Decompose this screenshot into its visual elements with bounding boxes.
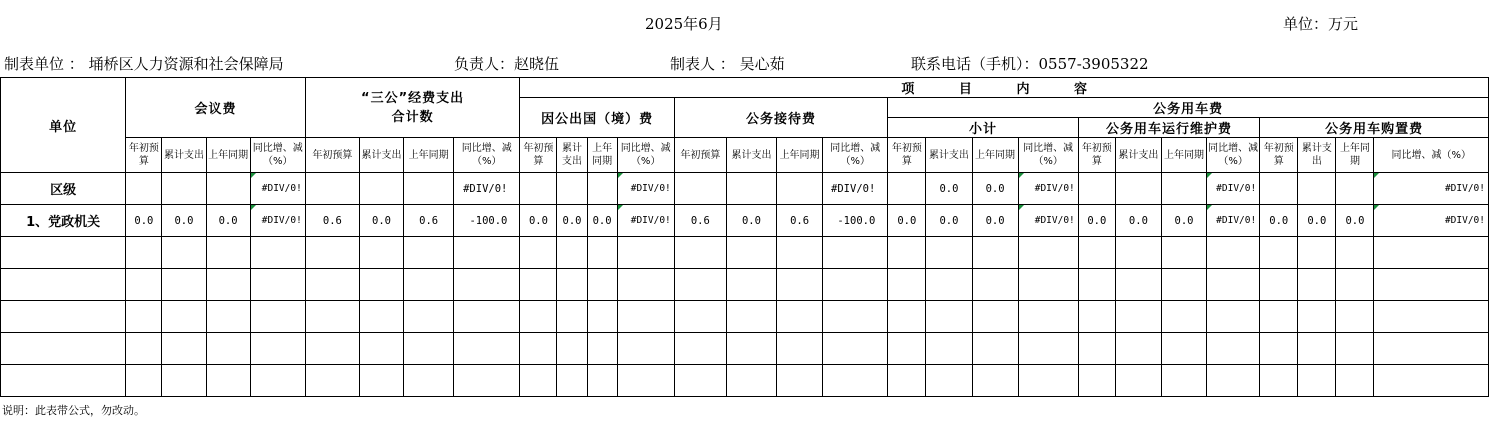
subheader-prev: 上年同期 [1336, 138, 1374, 173]
empty-cell[interactable] [1374, 237, 1489, 269]
empty-cell[interactable] [1018, 269, 1078, 301]
empty-cell[interactable] [1, 301, 126, 333]
subheader-row [1, 138, 1489, 173]
empty-cell[interactable] [1115, 269, 1161, 301]
empty-cell[interactable] [557, 301, 587, 333]
empty-cell[interactable] [1115, 237, 1161, 269]
empty-cell[interactable] [1078, 269, 1115, 301]
empty-cell[interactable] [557, 269, 587, 301]
table-cell[interactable] [126, 173, 162, 205]
empty-cell[interactable] [1115, 301, 1161, 333]
table-cell[interactable]: 0.6 [305, 205, 359, 237]
empty-cell[interactable] [1207, 301, 1260, 333]
empty-cell[interactable] [617, 301, 674, 333]
table-cell[interactable] [674, 173, 726, 205]
empty-cell[interactable] [823, 269, 888, 301]
empty-row [1, 365, 1489, 397]
empty-cell[interactable] [404, 333, 454, 365]
empty-cell[interactable] [972, 301, 1018, 333]
empty-cell[interactable] [404, 269, 454, 301]
empty-cell[interactable] [1, 365, 126, 397]
header-unit: 单位 [1, 78, 126, 173]
header-subtotal: 小计 [888, 118, 1078, 138]
subheader-yoy: 同比增、减（%） [1018, 138, 1078, 173]
row-label[interactable]: 区级 [1, 173, 126, 205]
table-cell[interactable] [359, 173, 403, 205]
subheader-budget: 年初预算 [520, 138, 557, 173]
table-cell[interactable]: 0.0 [1298, 205, 1336, 237]
owner-value: 赵晓伍 [514, 55, 560, 73]
empty-cell[interactable] [1018, 365, 1078, 397]
table-cell[interactable]: #DIV/0! [617, 205, 674, 237]
table-cell[interactable]: 0.0 [1115, 205, 1161, 237]
header-reception: 公务接待费 [674, 98, 888, 138]
empty-cell[interactable] [1018, 301, 1078, 333]
table-cell[interactable] [587, 173, 617, 205]
empty-cell[interactable] [1161, 269, 1206, 301]
empty-cell[interactable] [1161, 237, 1206, 269]
empty-cell[interactable] [1260, 365, 1298, 397]
empty-cell[interactable] [823, 237, 888, 269]
empty-cell[interactable] [1260, 269, 1298, 301]
empty-cell[interactable] [126, 365, 162, 397]
empty-cell[interactable] [674, 365, 726, 397]
empty-cell[interactable] [1018, 333, 1078, 365]
table-cell[interactable]: -100.0 [823, 205, 888, 237]
empty-cell[interactable] [1, 333, 126, 365]
empty-cell[interactable] [1078, 237, 1115, 269]
subheader-spent: 累计支出 [557, 138, 587, 173]
empty-row [1, 333, 1489, 365]
empty-cell[interactable] [1374, 365, 1489, 397]
empty-cell[interactable] [926, 333, 972, 365]
empty-cell[interactable] [126, 237, 162, 269]
empty-cell[interactable] [206, 237, 250, 269]
empty-cell[interactable] [454, 301, 520, 333]
subheader-yoy: 同比增、减（%） [1207, 138, 1260, 173]
empty-cell[interactable] [1298, 301, 1336, 333]
empty-cell[interactable] [1115, 365, 1161, 397]
empty-cell[interactable] [305, 365, 359, 397]
table-cell[interactable]: -100.0 [454, 205, 520, 237]
table-cell[interactable]: 0.6 [404, 205, 454, 237]
subheader-yoy: 同比增、减（%） [1374, 138, 1489, 173]
empty-cell[interactable] [1207, 365, 1260, 397]
empty-cell[interactable] [823, 301, 888, 333]
empty-cell[interactable] [777, 333, 823, 365]
empty-cell[interactable] [359, 237, 403, 269]
empty-cell[interactable] [726, 333, 776, 365]
empty-cell[interactable] [888, 237, 926, 269]
phone-label: 联系电话（手机）： [911, 55, 1039, 73]
empty-cell[interactable] [1336, 237, 1374, 269]
table-cell[interactable] [1078, 173, 1115, 205]
empty-cell[interactable] [206, 333, 250, 365]
empty-cell[interactable] [1336, 333, 1374, 365]
empty-cell[interactable] [587, 365, 617, 397]
empty-cell[interactable] [206, 301, 250, 333]
empty-cell[interactable] [972, 333, 1018, 365]
org-label: 制表单位 ： [4, 55, 84, 73]
header-sangong-line1: “三公”经费支出 [361, 90, 465, 106]
empty-cell[interactable] [250, 237, 305, 269]
empty-cell[interactable] [1260, 237, 1298, 269]
table-row [1, 173, 1489, 205]
expense-table [0, 77, 1489, 397]
empty-cell[interactable] [206, 365, 250, 397]
subheader-spent: 累计支出 [1298, 138, 1336, 173]
empty-cell[interactable] [1115, 333, 1161, 365]
empty-cell[interactable] [1207, 237, 1260, 269]
table-cell[interactable]: 0.0 [1260, 205, 1298, 237]
table-cell[interactable] [1298, 173, 1336, 205]
empty-cell[interactable] [617, 333, 674, 365]
table-cell[interactable]: #DIV/0! [1207, 205, 1260, 237]
empty-row [1, 301, 1489, 333]
table-cell[interactable]: 0.0 [1336, 205, 1374, 237]
subheader-spent: 累计支出 [1115, 138, 1161, 173]
empty-cell[interactable] [1, 269, 126, 301]
table-cell[interactable]: #DIV/0! [617, 173, 674, 205]
empty-cell[interactable] [926, 365, 972, 397]
row-label[interactable]: 1、党政机关 [1, 205, 126, 237]
table-cell[interactable]: #DIV/0! [1018, 173, 1078, 205]
table-cell[interactable]: 0.0 [1078, 205, 1115, 237]
phone-value: 0557-3905322 [1038, 55, 1149, 73]
owner-label: 负责人： [454, 55, 515, 73]
phone-info [911, 53, 1149, 74]
subheader-spent: 累计支出 [359, 138, 403, 173]
table-cell[interactable]: 0.0 [726, 205, 776, 237]
table-cell[interactable] [305, 173, 359, 205]
subheader-prev: 上年同期 [404, 138, 454, 173]
empty-cell[interactable] [520, 301, 557, 333]
header-vehicle: 公务用车费 [888, 98, 1489, 118]
empty-cell[interactable] [1260, 301, 1298, 333]
empty-cell[interactable] [250, 333, 305, 365]
owner-info [454, 53, 559, 74]
table-cell[interactable] [1161, 173, 1206, 205]
subheader-budget: 年初预算 [1260, 138, 1298, 173]
empty-cell[interactable] [1298, 333, 1336, 365]
subheader-prev: 上年同期 [972, 138, 1018, 173]
table-cell[interactable] [1336, 173, 1374, 205]
empty-cell[interactable] [162, 365, 206, 397]
table-cell[interactable] [520, 173, 557, 205]
subheader-yoy: 同比增、减（%） [250, 138, 305, 173]
empty-cell[interactable] [1336, 365, 1374, 397]
table-cell[interactable] [888, 173, 926, 205]
empty-cell[interactable] [520, 333, 557, 365]
empty-cell[interactable] [617, 269, 674, 301]
empty-cell[interactable] [674, 269, 726, 301]
unit-label: 单位：万元 [1283, 15, 1359, 33]
empty-cell[interactable] [1374, 269, 1489, 301]
empty-cell[interactable] [777, 365, 823, 397]
subheader-yoy: 同比增、减（%） [617, 138, 674, 173]
empty-cell[interactable] [359, 333, 403, 365]
subheader-budget: 年初预算 [1078, 138, 1115, 173]
header-purchase: 公务用车购置费 [1260, 118, 1489, 138]
empty-cell[interactable] [1018, 237, 1078, 269]
table-cell[interactable]: 0.0 [1161, 205, 1206, 237]
empty-cell[interactable] [250, 269, 305, 301]
empty-cell[interactable] [126, 301, 162, 333]
empty-cell[interactable] [250, 365, 305, 397]
empty-cell[interactable] [305, 301, 359, 333]
table-cell[interactable] [777, 173, 823, 205]
empty-cell[interactable] [777, 301, 823, 333]
empty-cell[interactable] [1336, 269, 1374, 301]
empty-cell[interactable] [1, 237, 126, 269]
table-cell[interactable]: 0.0 [520, 205, 557, 237]
table-row [1, 205, 1489, 237]
empty-cell[interactable] [972, 237, 1018, 269]
empty-cell[interactable] [888, 365, 926, 397]
empty-cell[interactable] [587, 301, 617, 333]
empty-cell[interactable] [777, 269, 823, 301]
empty-cell[interactable] [1298, 237, 1336, 269]
empty-cell[interactable] [1161, 365, 1206, 397]
empty-cell[interactable] [1298, 269, 1336, 301]
empty-cell[interactable] [674, 333, 726, 365]
empty-cell[interactable] [454, 269, 520, 301]
subheader-spent: 累计支出 [726, 138, 776, 173]
empty-cell[interactable] [888, 301, 926, 333]
empty-cell[interactable] [726, 237, 776, 269]
header-meeting: 会议费 [126, 78, 305, 138]
empty-cell[interactable] [557, 365, 587, 397]
empty-cell[interactable] [1078, 301, 1115, 333]
table-cell[interactable]: 0.0 [359, 205, 403, 237]
subheader-spent: 累计支出 [926, 138, 972, 173]
empty-cell[interactable] [972, 269, 1018, 301]
table-cell[interactable]: 0.0 [972, 205, 1018, 237]
header-maintain: 公务用车运行维护费 [1078, 118, 1259, 138]
table-cell[interactable]: 0.6 [674, 205, 726, 237]
org-info [4, 53, 284, 74]
empty-cell[interactable] [359, 301, 403, 333]
empty-cell[interactable] [1298, 365, 1336, 397]
maker-info [670, 53, 785, 74]
table-cell[interactable]: 0.0 [587, 205, 617, 237]
empty-cell[interactable] [454, 365, 520, 397]
empty-cell[interactable] [162, 237, 206, 269]
empty-cell[interactable] [674, 237, 726, 269]
table-cell[interactable] [1115, 173, 1161, 205]
subheader-budget: 年初预算 [126, 138, 162, 173]
empty-cell[interactable] [587, 269, 617, 301]
empty-cell[interactable] [617, 365, 674, 397]
empty-cell[interactable] [1260, 333, 1298, 365]
empty-cell[interactable] [557, 237, 587, 269]
empty-cell[interactable] [726, 301, 776, 333]
empty-cell[interactable] [404, 301, 454, 333]
empty-cell[interactable] [587, 333, 617, 365]
table-cell[interactable]: 0.0 [206, 205, 250, 237]
empty-cell[interactable] [1207, 269, 1260, 301]
empty-cell[interactable] [126, 333, 162, 365]
empty-cell[interactable] [726, 269, 776, 301]
header-sangong [305, 78, 520, 138]
empty-cell[interactable] [1078, 333, 1115, 365]
empty-cell[interactable] [454, 333, 520, 365]
table-cell[interactable] [404, 173, 454, 205]
empty-cell[interactable] [126, 269, 162, 301]
table-cell[interactable]: 0.0 [888, 205, 926, 237]
empty-cell[interactable] [305, 237, 359, 269]
maker-label: 制表人 ： [670, 55, 735, 73]
title-row [0, 0, 1490, 40]
empty-cell[interactable] [888, 333, 926, 365]
subheader-yoy: 同比增、减（%） [454, 138, 520, 173]
empty-cell[interactable] [926, 237, 972, 269]
empty-cell[interactable] [617, 237, 674, 269]
subheader-prev: 上年同期 [777, 138, 823, 173]
table-cell[interactable]: #DIV/0! [1018, 205, 1078, 237]
empty-cell[interactable] [305, 269, 359, 301]
table-cell[interactable]: 0.0 [972, 173, 1018, 205]
empty-cell[interactable] [557, 333, 587, 365]
table-cell[interactable] [557, 173, 587, 205]
empty-cell[interactable] [726, 365, 776, 397]
empty-cell[interactable] [305, 333, 359, 365]
empty-cell[interactable] [926, 301, 972, 333]
empty-cell[interactable] [1336, 301, 1374, 333]
empty-cell[interactable] [888, 269, 926, 301]
header-sangong-line2: 合计数 [391, 109, 434, 125]
subheader-prev: 上年同期 [206, 138, 250, 173]
table-cell[interactable]: 0.0 [926, 173, 972, 205]
table-cell[interactable]: #DIV/0! [1374, 205, 1489, 237]
table-cell[interactable]: #DIV/0! [823, 173, 888, 205]
report-period: 2025年6月 [645, 15, 723, 33]
empty-cell[interactable] [404, 237, 454, 269]
empty-row [1, 237, 1489, 269]
subheader-prev: 上年同期 [1161, 138, 1206, 173]
empty-cell[interactable] [162, 269, 206, 301]
org-value: 埇桥区人力资源和社会保障局 [88, 55, 284, 73]
subheader-spent: 累计支出 [162, 138, 206, 173]
table-cell[interactable]: 0.6 [777, 205, 823, 237]
empty-cell[interactable] [520, 237, 557, 269]
empty-cell[interactable] [250, 301, 305, 333]
table-cell[interactable]: 0.0 [557, 205, 587, 237]
empty-cell[interactable] [359, 269, 403, 301]
empty-cell[interactable] [162, 301, 206, 333]
empty-cell[interactable] [520, 365, 557, 397]
table-cell[interactable]: 0.0 [126, 205, 162, 237]
empty-cell[interactable] [1374, 301, 1489, 333]
empty-cell[interactable] [926, 269, 972, 301]
subheader-budget: 年初预算 [888, 138, 926, 173]
subheader-budget: 年初预算 [674, 138, 726, 173]
empty-cell[interactable] [520, 269, 557, 301]
table-cell[interactable]: #DIV/0! [250, 205, 305, 237]
empty-cell[interactable] [587, 237, 617, 269]
empty-cell[interactable] [1374, 333, 1489, 365]
table-cell[interactable]: #DIV/0! [1207, 173, 1260, 205]
empty-cell[interactable] [823, 365, 888, 397]
table-cell[interactable]: #DIV/0! [454, 173, 520, 205]
subheader-yoy: 同比增、减（%） [823, 138, 888, 173]
empty-cell[interactable] [162, 333, 206, 365]
empty-cell[interactable] [206, 269, 250, 301]
empty-cell[interactable] [674, 301, 726, 333]
empty-cell[interactable] [972, 365, 1018, 397]
table-cell[interactable] [1260, 173, 1298, 205]
maker-value: 吴心茹 [739, 55, 785, 73]
empty-cell[interactable] [454, 237, 520, 269]
table-cell[interactable]: 0.0 [926, 205, 972, 237]
table-cell[interactable] [206, 173, 250, 205]
table-cell[interactable] [726, 173, 776, 205]
empty-cell[interactable] [1078, 365, 1115, 397]
empty-cell[interactable] [1161, 301, 1206, 333]
subheader-prev: 上年同期 [587, 138, 617, 173]
empty-cell[interactable] [1207, 333, 1260, 365]
empty-cell[interactable] [823, 333, 888, 365]
table-cell[interactable]: 0.0 [162, 205, 206, 237]
empty-cell[interactable] [777, 237, 823, 269]
header-abroad: 因公出国（境）费 [520, 98, 674, 138]
empty-row [1, 269, 1489, 301]
empty-cell[interactable] [1161, 333, 1206, 365]
table-cell[interactable]: #DIV/0! [1374, 173, 1489, 205]
empty-cell[interactable] [359, 365, 403, 397]
subheader-budget: 年初预算 [305, 138, 359, 173]
table-cell[interactable]: #DIV/0! [250, 173, 305, 205]
empty-cell[interactable] [404, 365, 454, 397]
table-cell[interactable] [162, 173, 206, 205]
header-items: 项 目 内 容 [520, 78, 1489, 98]
footnote: 说明：此表带公式，勿改动。 [2, 404, 145, 417]
